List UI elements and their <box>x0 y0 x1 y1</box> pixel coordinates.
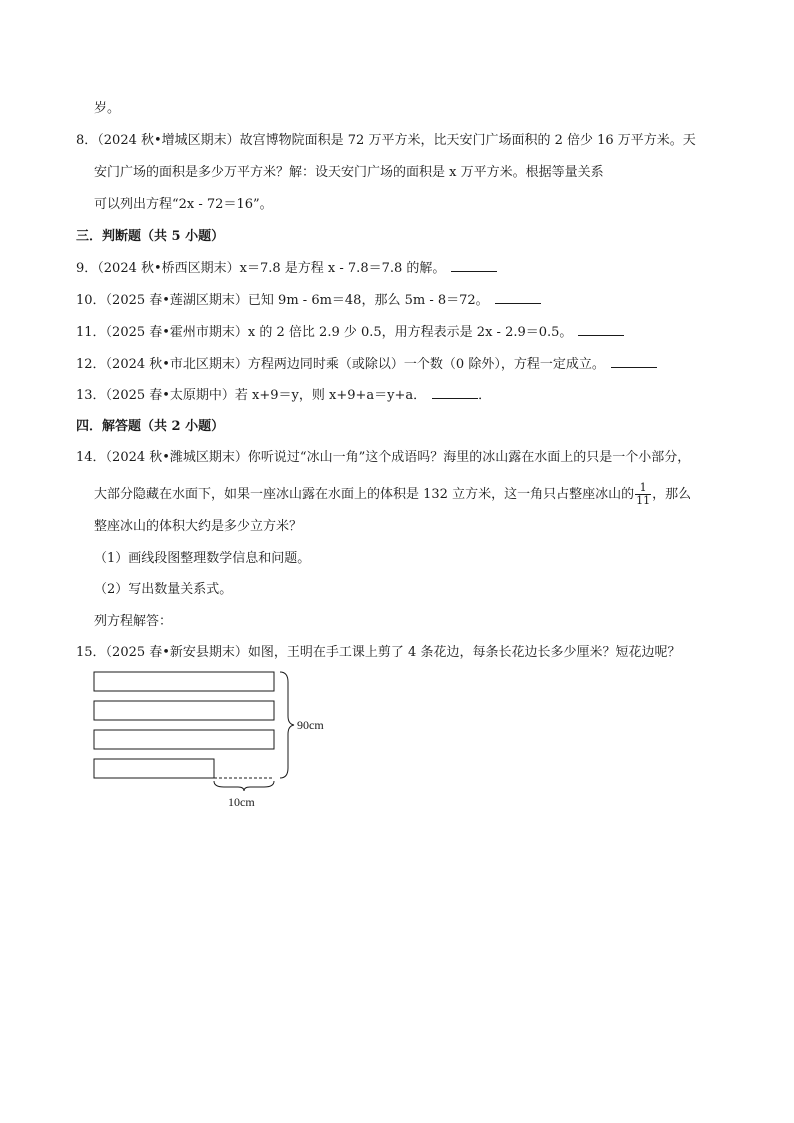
question-10 <box>76 291 541 310</box>
question-14-cont <box>94 482 691 507</box>
question-14-cont: 整座冰山的体积大约是多少立方米？ <box>94 519 303 534</box>
question-11-text: 11．（2025 春•霍州市期末）x 的 2 倍比 2.9 少 0.5，用方程表示是 2x - 2.9＝0.5。 <box>76 325 573 340</box>
fraction-denominator: 11 <box>636 494 651 507</box>
section-heading-judgement: 三．判断题（共 5 小题） <box>76 229 225 244</box>
question-13 <box>76 386 491 405</box>
question-14-text: ，那么 <box>652 487 692 502</box>
question-13-text: 13．（2025 春•太原期中）若 x+9＝y，则 x+9+a＝y+a． <box>76 388 427 403</box>
question-9 <box>76 259 497 278</box>
short-strip <box>94 759 214 778</box>
lace-strips-figure <box>88 664 348 814</box>
question-14: 14．（2024 秋•潍城区期末）你听说过“冰山一角”这个成语吗？海里的冰山露在水面上的只是一个小部分， <box>76 450 691 465</box>
answer-blank[interactable] <box>495 291 541 304</box>
fraction <box>635 482 651 507</box>
fraction-numerator: 1 <box>639 481 647 494</box>
question-13-end: ． <box>478 388 492 403</box>
answer-blank[interactable] <box>451 259 497 272</box>
answer-blank[interactable] <box>432 386 478 399</box>
answer-blank[interactable] <box>578 323 624 336</box>
total-brace <box>280 672 294 778</box>
question-14-part-1: （1）画线段图整理数学信息和问题。 <box>94 551 311 566</box>
question-11 <box>76 323 624 342</box>
gap-length-label: 10cm <box>228 795 255 809</box>
question-10-text: 10．（2025 春•莲湖区期末）已知 9m - 6m＝48，那么 5m - 8＝72。 <box>76 293 489 308</box>
question-8-cont: 可以列出方程“2x - 72＝16”。 <box>94 197 273 212</box>
long-strip <box>94 672 274 691</box>
long-strip <box>94 730 274 749</box>
question-14-part-2: （2）写出数量关系式。 <box>94 582 233 597</box>
question-14-text: 大部分隐藏在水面下，如果一座冰山露在水面上的体积是 132 立方米，这一角只占整座冰山的 <box>94 487 635 502</box>
question-15: 15．（2025 春•新安县期末）如图，王明在手工课上剪了 4 条花边，每条长花边长多少厘米？短花边呢？ <box>76 645 681 660</box>
long-strip <box>94 701 274 720</box>
gap-brace <box>214 781 274 791</box>
answer-blank[interactable] <box>611 355 657 368</box>
text-line: 岁。 <box>94 101 121 116</box>
question-12-text: 12．（2024 秋•市北区期末）方程两边同时乘（或除以）一个数（0 除外），方程一定成立。 <box>76 357 605 372</box>
question-8-cont: 安门广场的面积是多少万平方米？解：设天安门广场的面积是 x 万平方米。根据等量关系 <box>94 165 604 180</box>
total-length-label: 90cm <box>297 718 324 732</box>
section-heading-answers: 四．解答题（共 2 小题） <box>76 419 225 434</box>
question-14-part-3: 列方程解答： <box>94 614 173 629</box>
question-8: 8．（2024 秋•增城区期末）故宫博物院面积是 72 万平方米，比天安门广场面积的 2 倍少 16 万平方米。天 <box>76 133 696 148</box>
question-9-text: 9．（2024 秋•桥西区期末）x＝7.8 是方程 x - 7.8＝7.8 的解。 <box>76 261 446 276</box>
question-12 <box>76 355 657 374</box>
